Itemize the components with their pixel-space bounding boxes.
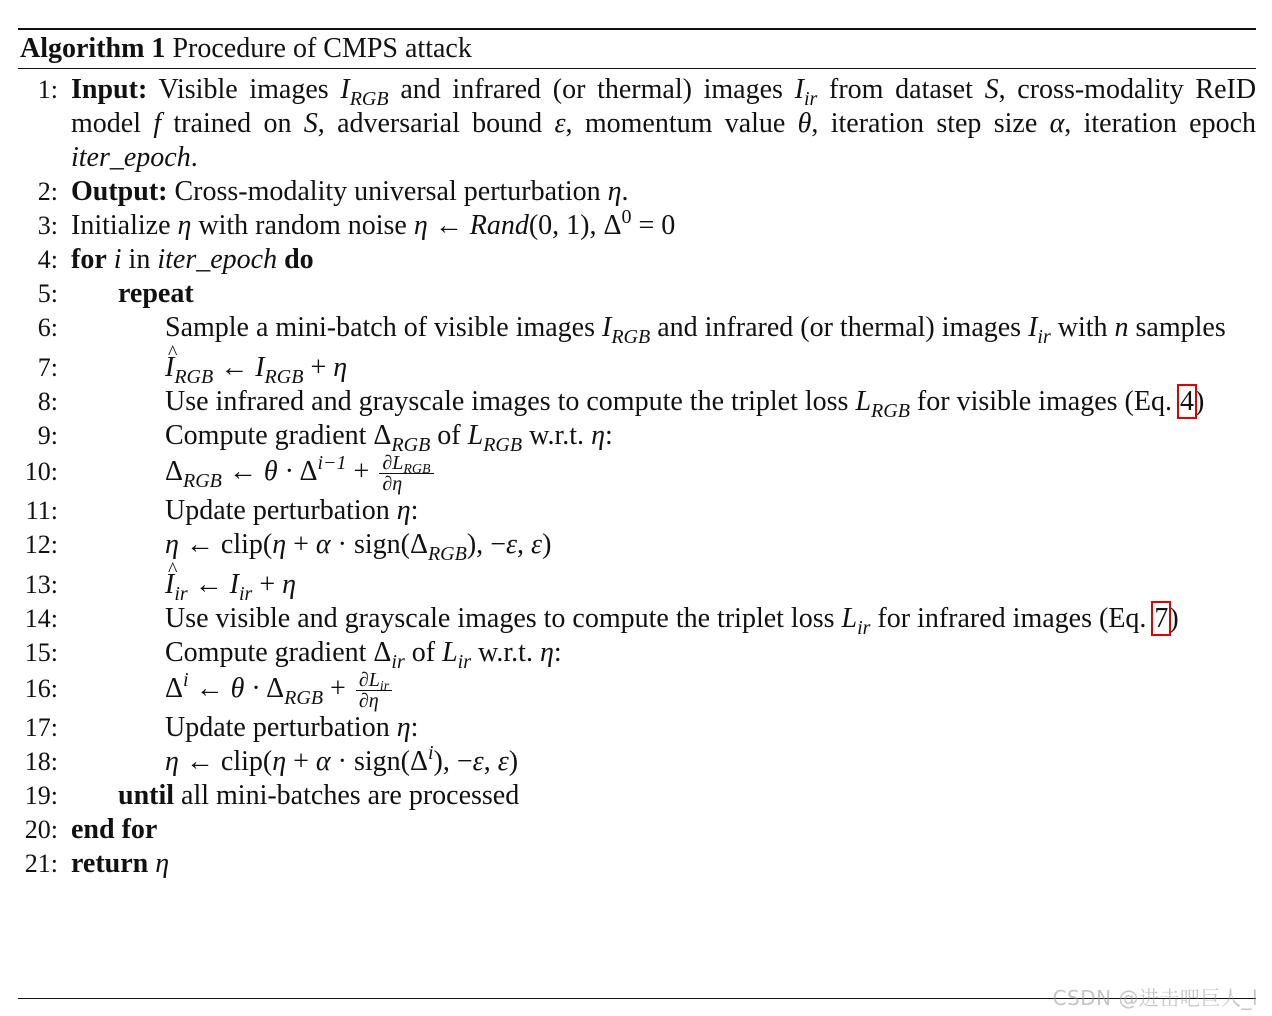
math-epsilon: ε: [554, 108, 566, 139]
line-number: 9:: [37, 421, 58, 450]
keyword-until: until: [118, 780, 175, 812]
algo-line-17: 17: Update perturbation η:: [18, 711, 1256, 745]
algo-line-18: 18: η ← clip(η + $\alpha \cdot sign(\Delta^i)$, −ε, ε): [18, 745, 1256, 779]
math-rand: Rand: [469, 210, 529, 241]
text: with random noise: [198, 210, 407, 241]
line-number: 5:: [37, 279, 58, 308]
delta: Δ: [165, 456, 184, 487]
math-I-rgb: $I_{RGB}$: [602, 312, 651, 348]
math-L-ir: $L_{ir}$: [442, 637, 471, 674]
dot: ·: [251, 673, 261, 705]
superscript: i: [427, 742, 434, 765]
line-number: 12:: [24, 530, 58, 560]
algo-line-9: 9: Compute gradient $\Delta_{RGB}$ of $L_{RGB}$ w.r.t. η:: [18, 419, 1256, 453]
text: ): [1169, 603, 1179, 635]
math-L-rgb: $L_{RGB}$: [855, 386, 910, 422]
arrow: ←: [228, 456, 257, 487]
algo-line-20: [18, 813, 1256, 847]
algo-line-8: [18, 385, 1256, 422]
fraction-dL-ir: $\frac{\partial L_{ir}}{\partial\eta}$: [356, 670, 392, 711]
text: clip: [220, 746, 263, 778]
text: Sample a mini-batch of visible images: [165, 312, 596, 343]
algo-line-1: [18, 73, 1256, 175]
text: for visible images (Eq.: [916, 386, 1172, 417]
arrow: ←: [185, 746, 214, 778]
arrow: ←: [220, 352, 249, 383]
text: sign: [353, 529, 401, 561]
text: of: [411, 637, 436, 669]
algorithm-block: [18, 28, 1256, 881]
arrow: ←: [185, 529, 214, 561]
line-number: 4:: [37, 245, 58, 274]
line-number: 3:: [37, 211, 58, 240]
text: Update perturbation: [165, 495, 390, 527]
keyword-repeat: repeat: [118, 278, 194, 309]
line-number: 11:: [25, 496, 58, 526]
text: Initialize: [71, 210, 171, 241]
math-eta: η: [165, 529, 179, 561]
subscript: RGB: [284, 687, 324, 710]
keyword-for: for: [71, 244, 107, 275]
math-eta: η: [591, 420, 605, 451]
text: trained on: [173, 108, 292, 139]
text: Compute gradient Δ: [165, 420, 392, 451]
math-eta: η: [539, 637, 554, 669]
math-theta: θ: [230, 673, 245, 705]
text: , momentum value: [565, 108, 786, 139]
algo-line-11: 11: Update perturbation η:: [18, 494, 1256, 528]
line-number: 1:: [37, 75, 58, 104]
math-f: f: [153, 108, 162, 139]
text: .: [190, 142, 198, 173]
text: all mini-batches are processed: [181, 780, 520, 812]
line-number: 10:: [24, 457, 58, 486]
subscript: RGB: [427, 543, 467, 566]
line-number: 20:: [24, 815, 58, 845]
algo-line-4: [18, 243, 1256, 277]
line-number: 19:: [24, 781, 58, 811]
line-number: 15:: [24, 638, 58, 668]
superscript: i−1: [317, 452, 347, 474]
text: Compute gradient Δ: [165, 637, 392, 669]
math-theta: θ: [263, 456, 278, 487]
plus: +: [330, 673, 346, 705]
subscript: RGB: [391, 434, 431, 456]
text: ): [1194, 386, 1205, 417]
algo-line-21: [18, 847, 1256, 881]
math-L-ir: $L_{ir}$: [841, 603, 871, 640]
line-number: 2:: [37, 177, 58, 206]
line-number: 16:: [24, 674, 58, 704]
text: samples: [1135, 312, 1226, 343]
superscript: i: [183, 669, 189, 692]
math-I-hat-ir: ^ $I_{ir}$: [165, 569, 188, 600]
arrow: ←: [195, 673, 224, 705]
math-eta: η: [413, 210, 428, 241]
math-epsilon: ε: [472, 746, 484, 778]
algorithm-title: Procedure of CMPS attack: [172, 33, 472, 64]
math-i: i: [113, 244, 122, 275]
keyword-output: Output:: [71, 176, 168, 207]
math-I-ir: $I_{ir}$: [794, 74, 818, 110]
text: (0, 1), Δ: [528, 210, 622, 241]
delta: Δ: [409, 529, 428, 561]
dot: ·: [284, 456, 294, 487]
subscript: RGB: [183, 470, 222, 492]
math-epsilon: ε: [505, 529, 518, 561]
keyword-return: return: [71, 848, 149, 880]
keyword-end-for: end for: [71, 814, 158, 846]
equation-ref-link[interactable]: 4: [1179, 386, 1194, 417]
plus: +: [353, 456, 370, 487]
text: , adversarial bound: [317, 108, 543, 139]
delta: Δ: [409, 746, 428, 778]
delta: Δ: [165, 673, 184, 705]
keyword-input: Input:: [71, 74, 148, 105]
algo-line-3: [18, 206, 1256, 243]
algo-line-7: [18, 351, 1256, 388]
algo-line-16: [18, 670, 1256, 711]
csdn-watermark: CSDN @进击吧巨人_l: [1052, 986, 1258, 1010]
math-L-rgb: $L_{RGB}$: [467, 420, 523, 456]
math-eta: η: [272, 746, 287, 778]
math-eta: η: [155, 848, 170, 880]
minus: −: [456, 746, 473, 778]
line-number: 13:: [24, 570, 58, 600]
algo-line-6: [18, 311, 1256, 348]
algo-line-2: [18, 175, 1256, 209]
algo-line-12: 12: η ← clip(η + $\alpha \cdot sign(\Delta_{RGB})$, −ε, ε): [18, 528, 1256, 562]
line-number: 17:: [24, 713, 58, 743]
algorithm-caption: [18, 30, 1256, 68]
plus: +: [310, 352, 327, 383]
algo-line-5: [18, 277, 1256, 311]
algo-line-19: [18, 779, 1256, 813]
superscript: 0: [621, 206, 632, 228]
algo-line-14: [18, 602, 1256, 640]
text: , iteration epoch: [1064, 108, 1257, 139]
arrow: ←: [434, 210, 463, 241]
subscript: ir: [391, 651, 405, 674]
iter-epoch: iter_epoch: [157, 244, 278, 275]
text: Cross-modality universal perturbation: [174, 176, 601, 207]
text: of: [437, 420, 461, 451]
math-eta: η: [607, 176, 622, 207]
dot: ·: [337, 529, 347, 561]
text: = 0: [638, 210, 676, 241]
math-S: S: [303, 108, 318, 139]
math-eta: η: [272, 529, 287, 561]
text: and infrared (or thermal) images: [657, 312, 1022, 343]
math-I-ir: $I_{ir}$: [229, 569, 253, 606]
minus: −: [490, 529, 506, 561]
math-theta: θ: [797, 108, 812, 139]
math-I-hat-rgb: ^ $I_{RGB}$: [165, 352, 213, 383]
line-number: 18:: [24, 747, 58, 777]
math-eta: η: [165, 746, 179, 778]
keyword-do: do: [284, 244, 314, 275]
equation-ref-link[interactable]: 7: [1154, 603, 1169, 635]
text: for infrared images (Eq.: [877, 603, 1147, 635]
delta: Δ: [299, 456, 318, 487]
line-number: 14:: [24, 604, 58, 634]
delta: Δ: [266, 673, 285, 705]
math-eta: η: [396, 712, 411, 744]
algorithm-label: Algorithm 1: [20, 33, 166, 64]
math-I-ir: $I_{ir}$: [1028, 312, 1051, 348]
text: in: [128, 244, 151, 275]
math-alpha: α: [315, 529, 331, 561]
line-number: 21:: [24, 849, 58, 879]
line-number: 6:: [37, 313, 58, 342]
text: Visible images: [158, 74, 329, 105]
text: from dataset: [829, 74, 973, 105]
line-number: 8:: [37, 387, 58, 416]
algo-line-10: [18, 453, 1256, 494]
dot: ·: [337, 746, 347, 778]
math-alpha: α: [315, 746, 331, 778]
line-number: 7:: [37, 353, 58, 382]
text: w.r.t.: [529, 420, 585, 451]
text: w.r.t.: [478, 637, 533, 669]
plus: +: [259, 569, 276, 601]
math-S: S: [984, 74, 999, 105]
text: with: [1057, 312, 1108, 343]
math-eta: η: [333, 352, 348, 383]
text: Use infrared and grayscale images to compute the triplet loss: [165, 386, 849, 417]
fraction-dL-rgb: $\frac{\partial L_{RGB}}{\partial\eta}$: [379, 453, 433, 494]
text: and infrared (or thermal) images: [400, 74, 783, 105]
math-eta: η: [282, 569, 297, 601]
text: , iteration step size: [811, 108, 1038, 139]
text: , cross-modality ReID model: [71, 74, 1257, 139]
text: clip: [220, 529, 263, 561]
text: Use visible and grayscale images to compute the triplet loss: [165, 603, 835, 635]
math-eta: η: [396, 495, 411, 527]
arrow: ←: [194, 569, 223, 601]
plus: +: [293, 529, 309, 561]
math-epsilon: ε: [497, 746, 509, 778]
plus: +: [293, 746, 309, 778]
math-I-rgb: $I_{RGB}$: [340, 74, 389, 110]
algo-line-15: 15: Compute gradient $\Delta_{ir}$ of $L_{ir}$ w.r.t. η:: [18, 636, 1256, 670]
math-I-rgb: $I_{RGB}$: [255, 352, 304, 388]
text: sign: [353, 746, 401, 778]
text: Update perturbation: [165, 712, 390, 744]
math-n: n: [1114, 312, 1129, 343]
iter-epoch: iter_epoch: [71, 142, 191, 173]
math-alpha: α: [1049, 108, 1065, 139]
algo-line-13: [18, 568, 1256, 606]
math-eta: η: [177, 210, 192, 241]
math-epsilon: ε: [531, 529, 543, 561]
text: .: [621, 176, 629, 207]
